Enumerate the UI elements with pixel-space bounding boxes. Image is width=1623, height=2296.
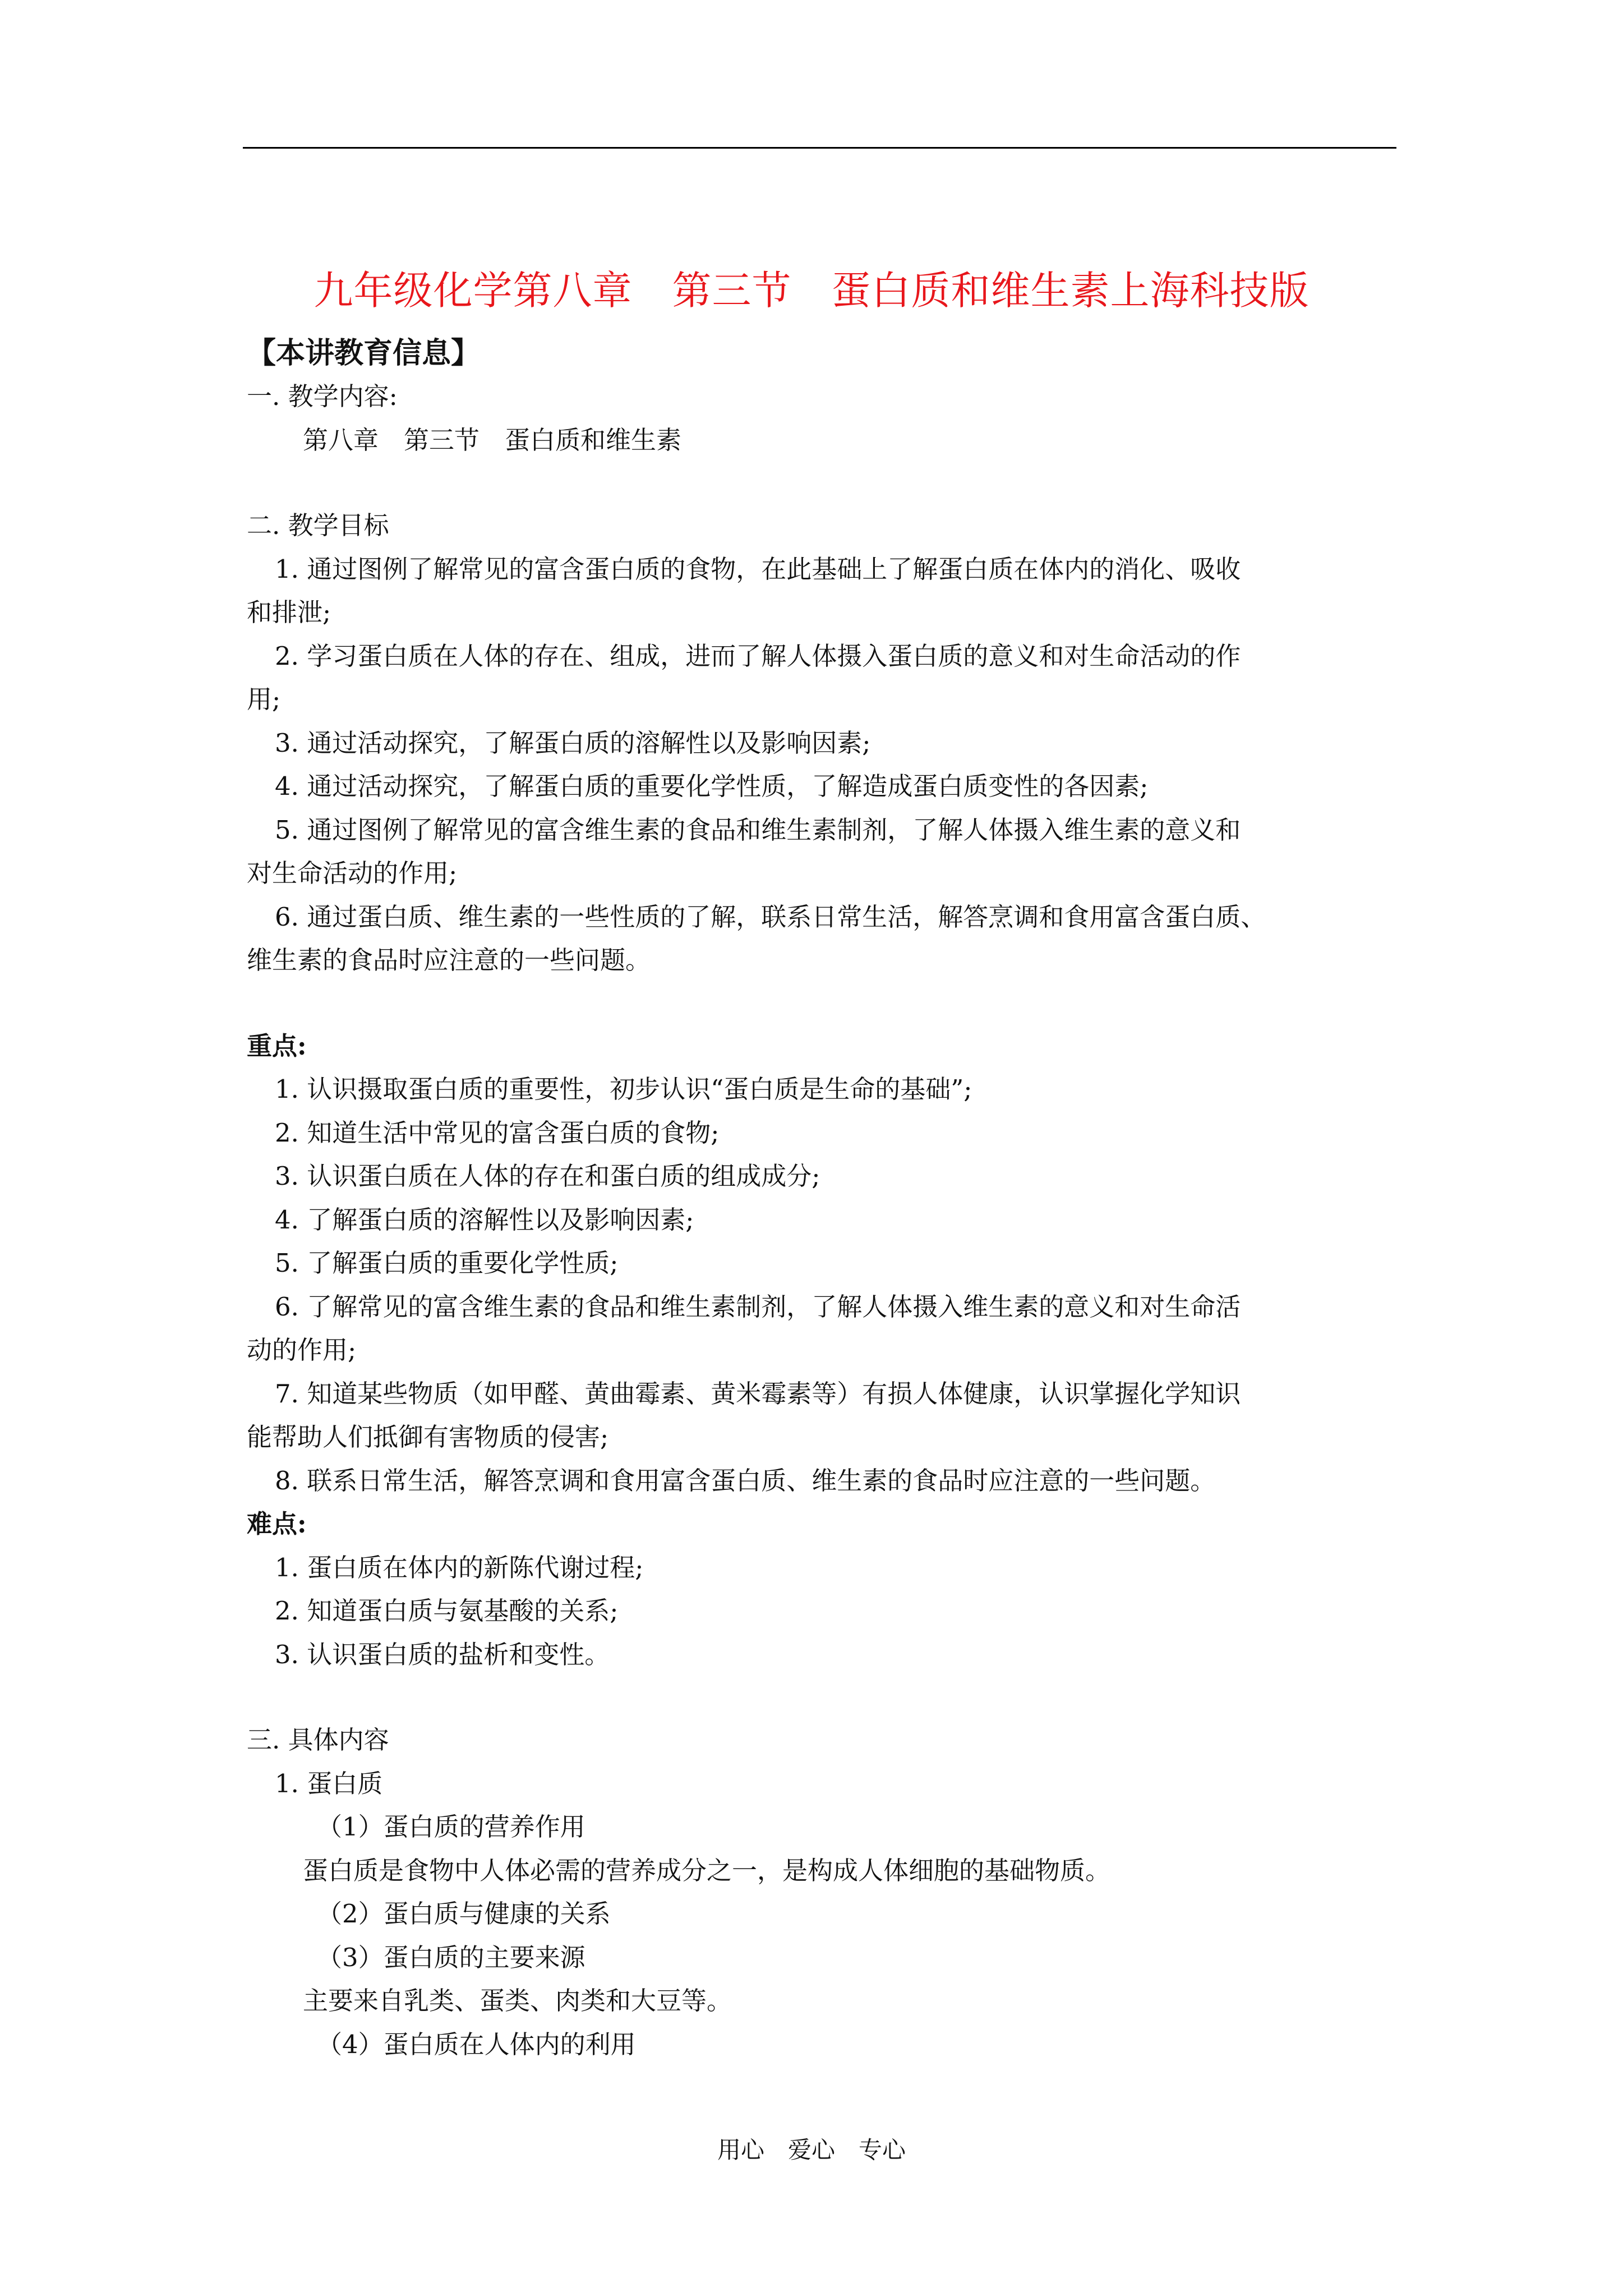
page-footer: 用心 爱心 专心: [717, 2136, 906, 2164]
section1-content: 第八章 第三节 蛋白质和维生素: [303, 425, 682, 455]
protein-source-text: 主要来自乳类、蛋类、肉类和大豆等。: [303, 1986, 732, 2016]
info-heading: 【本讲教育信息】: [247, 336, 481, 370]
key-point-7: 7. 知道某些物质（如甲醛、黄曲霉素、黄米霉素等）有损人体健康，认识掌握化学知识: [275, 1378, 1241, 1409]
goal-item-1: 1. 通过图例了解常见的富含蛋白质的食物，在此基础上了解蛋白质在体内的消化、吸收: [275, 554, 1241, 584]
protein-source-heading: （3）蛋白质的主要来源: [317, 1942, 585, 1972]
section3-sub1: 1. 蛋白质: [275, 1768, 383, 1798]
key-point-8: 8. 联系日常生活，解答烹调和食用富含蛋白质、维生素的食品时应注意的一些问题。: [275, 1465, 1216, 1496]
goal-item-2: 2. 学习蛋白质在人体的存在、组成，进而了解人体摄入蛋白质的意义和对生命活动的作: [275, 641, 1241, 671]
goal-item-4: 4. 通过活动探究，了解蛋白质的重要化学性质，了解造成蛋白质变性的各因素;: [275, 771, 1149, 801]
section1-heading: 一. 教学内容:: [247, 381, 398, 411]
key-point-5: 5. 了解蛋白质的重要化学性质;: [275, 1248, 619, 1278]
key-point-6-cont: 动的作用;: [247, 1335, 357, 1365]
protein-health-heading: （2）蛋白质与健康的关系: [317, 1899, 611, 1929]
difficult-points-list: [247, 1546, 1402, 1677]
goal-item-5: 5. 通过图例了解常见的富含维生素的食品和维生素制剂，了解人体摄入维生素的意义和: [275, 815, 1241, 845]
goal-item-1-cont: 和排泄;: [247, 597, 331, 627]
difficult-point-1: 1. 蛋白质在体内的新陈代谢过程;: [275, 1552, 644, 1582]
key-points-list: [247, 1068, 1402, 1502]
document-body: [247, 332, 1402, 2066]
key-point-4: 4. 了解蛋白质的溶解性以及影响因素;: [275, 1204, 694, 1235]
header-rule: [243, 147, 1396, 149]
section2-heading: 二. 教学目标: [247, 510, 389, 540]
key-point-1: 1. 认识摄取蛋白质的重要性，初步认识“蛋白质是生命的基础”;: [275, 1074, 972, 1104]
key-point-2: 2. 知道生活中常见的富含蛋白质的食物;: [275, 1117, 720, 1148]
difficult-point-2: 2. 知道蛋白质与氨基酸的关系;: [275, 1596, 619, 1626]
protein-nutrition-text: 蛋白质是食物中人体必需的营养成分之一，是构成人体细胞的基础物质。: [303, 1855, 1111, 1885]
key-points-heading: 重点:: [247, 1030, 307, 1061]
goal-list: [247, 547, 1402, 982]
goal-item-2-cont: 用;: [247, 684, 281, 714]
key-point-6: 6. 了解常见的富含维生素的食品和维生素制剂，了解人体摄入维生素的意义和对生命活: [275, 1291, 1241, 1322]
goal-item-3: 3. 通过活动探究，了解蛋白质的溶解性以及影响因素;: [275, 728, 871, 758]
difficult-points-heading: 难点:: [247, 1509, 307, 1539]
section3-heading: 三. 具体内容: [247, 1725, 389, 1755]
difficult-point-3: 3. 认识蛋白质的盐析和变性。: [275, 1639, 610, 1669]
document-title: 九年级化学第八章 第三节 蛋白质和维生素上海科技版: [313, 268, 1310, 314]
protein-utilization-heading: （4）蛋白质在人体内的利用: [317, 2029, 636, 2059]
goal-item-6: 6. 通过蛋白质、维生素的一些性质的了解，联系日常生活，解答烹调和食用富含蛋白质、: [275, 901, 1266, 932]
protein-nutrition-heading: （1）蛋白质的营养作用: [317, 1812, 585, 1842]
key-point-3: 3. 认识蛋白质在人体的存在和蛋白质的组成成分;: [275, 1161, 820, 1191]
goal-item-6-cont: 维生素的食品时应注意的一些问题。: [247, 945, 651, 975]
key-point-7-cont: 能帮助人们抵御有害物质的侵害;: [247, 1422, 609, 1452]
goal-item-5-cont: 对生命活动的作用;: [247, 858, 458, 888]
